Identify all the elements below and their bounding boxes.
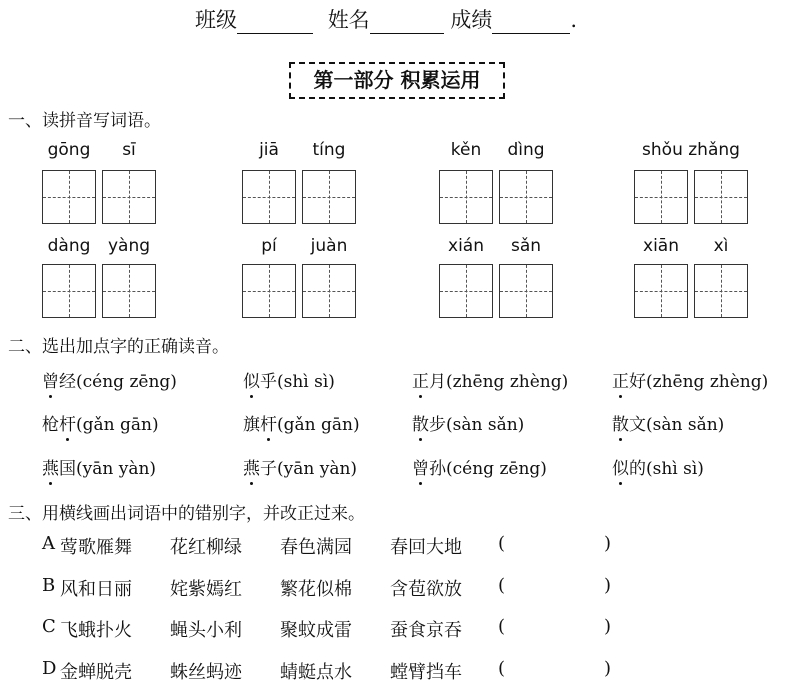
idiom[interactable]: 莺歌雁舞: [60, 537, 132, 558]
pronunciation-item[interactable]: [412, 410, 524, 435]
close-paren: ): [604, 574, 612, 596]
writing-box[interactable]: [242, 170, 296, 224]
pronunciation-item[interactable]: [412, 454, 547, 479]
pinyin-syllable: yàng: [107, 236, 151, 256]
char: 文: [629, 415, 646, 435]
dotted-char: 燕: [42, 454, 59, 479]
pinyin-options: (shì sì): [277, 372, 335, 392]
pinyin-syllable: xì: [713, 236, 729, 256]
answer-blank[interactable]: [512, 533, 600, 557]
section1-title: 一、读拼音写词语。: [8, 111, 161, 131]
writing-box[interactable]: [302, 264, 356, 318]
pinyin-syllable: xián: [448, 236, 484, 256]
pinyin-options: (céng zēng): [76, 372, 177, 392]
row-label: A: [42, 533, 55, 554]
idiom[interactable]: 金蝉脱壳: [60, 661, 132, 683]
pronunciation-item[interactable]: [612, 454, 704, 479]
writing-box[interactable]: [499, 264, 553, 318]
writing-box[interactable]: [42, 264, 96, 318]
char: 乎: [260, 372, 277, 392]
idiom[interactable]: 蝇头小利: [170, 620, 242, 641]
class-blank[interactable]: [237, 11, 313, 34]
answer-blank[interactable]: [512, 658, 600, 682]
idiom[interactable]: 聚蚊成雷: [280, 620, 352, 641]
pronunciation-item[interactable]: [243, 367, 335, 392]
pinyin-syllable: pí: [261, 236, 277, 256]
pinyin-options: (yān yàn): [76, 459, 157, 479]
open-paren: (: [498, 616, 506, 637]
writing-box[interactable]: [242, 264, 296, 318]
idiom[interactable]: 春色满园: [280, 537, 352, 558]
pronunciation-item[interactable]: [42, 367, 177, 392]
writing-box[interactable]: [42, 170, 96, 224]
writing-box[interactable]: [694, 170, 748, 224]
dotted-char: 燕: [243, 454, 260, 479]
name-label: 姓名: [327, 8, 370, 32]
row-label: C: [42, 616, 56, 637]
close-paren: ): [604, 533, 612, 554]
pinyin-options: (zhēng zhèng): [446, 372, 569, 392]
dotted-char: 曾: [42, 367, 59, 392]
pronunciation-item[interactable]: [612, 410, 724, 435]
pronunciation-item[interactable]: [412, 367, 568, 392]
pinyin-syllable: tíng: [312, 140, 346, 160]
idiom[interactable]: 姹紫嫣红: [170, 578, 242, 600]
pinyin-syllable: juàn: [310, 236, 348, 256]
row-label: B: [42, 574, 56, 596]
row-label: D: [42, 657, 57, 679]
idiom[interactable]: 含苞欲放: [390, 578, 462, 600]
writing-box[interactable]: [102, 170, 156, 224]
end-dot: .: [570, 8, 578, 32]
idiom[interactable]: 螳臂挡车: [390, 661, 462, 683]
char: 国: [59, 459, 76, 479]
pinyin-options: (céng zēng): [446, 459, 547, 479]
writing-box[interactable]: [102, 264, 156, 318]
section3-title: 三、用横线画出词语中的错别字，并改正过来。: [8, 504, 365, 524]
writing-box[interactable]: [634, 264, 688, 318]
pinyin-syllable: dàng: [47, 236, 91, 256]
answer-blank[interactable]: [512, 616, 600, 640]
open-paren: (: [498, 574, 506, 596]
pinyin-options: (gǎn gān): [76, 415, 159, 435]
pronunciation-item[interactable]: [243, 410, 360, 435]
dotted-char: 似: [243, 367, 260, 392]
pronunciation-item[interactable]: [42, 454, 156, 479]
idiom[interactable]: 蚕食京吞: [390, 620, 462, 641]
pinyin-options: (sàn sǎn): [446, 415, 525, 435]
char: 枪: [42, 415, 59, 435]
name-blank[interactable]: [370, 11, 444, 34]
section2-title: 二、选出加点字的正确读音。: [8, 337, 229, 357]
writing-box[interactable]: [302, 170, 356, 224]
writing-box[interactable]: [439, 264, 493, 318]
dotted-char: 杆: [59, 410, 76, 435]
char: 步: [429, 415, 446, 435]
score-blank[interactable]: [492, 11, 570, 34]
pinyin-syllable: sī: [122, 140, 136, 160]
pinyin-options: (sàn sǎn): [646, 415, 725, 435]
pronunciation-item[interactable]: [243, 454, 357, 479]
pronunciation-item[interactable]: [612, 367, 768, 392]
pinyin-syllable: kěn: [450, 140, 482, 160]
pinyin-syllable: shǒu zhǎng: [642, 140, 740, 160]
char: 子: [260, 459, 277, 479]
dotted-char: 曾: [412, 454, 429, 479]
dotted-char: 似: [612, 454, 629, 479]
char: 经: [59, 372, 76, 392]
pinyin-syllable: jiā: [259, 140, 279, 160]
header-line: [195, 4, 577, 34]
writing-box[interactable]: [634, 170, 688, 224]
pinyin-options: (yān yàn): [277, 459, 358, 479]
pinyin-options: (zhēng zhèng): [646, 372, 769, 392]
open-paren: (: [498, 533, 506, 554]
pinyin-syllable: xiān: [643, 236, 679, 256]
open-paren: (: [498, 657, 506, 679]
class-label: 班级: [195, 8, 237, 32]
char: 旗: [243, 415, 260, 435]
dotted-char: 散: [612, 410, 629, 435]
idiom[interactable]: 花红柳绿: [170, 537, 242, 558]
writing-box[interactable]: [499, 170, 553, 224]
char: 月: [429, 372, 446, 392]
dotted-char: 杆: [260, 410, 277, 435]
dotted-char: 正: [412, 367, 429, 392]
char: 孙: [429, 459, 446, 479]
idiom[interactable]: 风和日丽: [60, 578, 132, 600]
score-label: 成绩: [450, 8, 493, 32]
close-paren: ): [604, 657, 612, 679]
pinyin-syllable: gōng: [47, 140, 91, 160]
writing-box[interactable]: [694, 264, 748, 318]
pronunciation-item[interactable]: [42, 410, 159, 435]
idiom[interactable]: 飞蛾扑火: [60, 620, 132, 641]
pinyin-options: (gǎn gān): [277, 415, 360, 435]
idiom[interactable]: 蛛丝蚂迹: [170, 661, 242, 683]
dotted-char: 散: [412, 410, 429, 435]
dotted-char: 正: [612, 367, 629, 392]
writing-box[interactable]: [439, 170, 493, 224]
char: 好: [629, 372, 646, 392]
answer-blank[interactable]: [512, 575, 600, 599]
pinyin-syllable: sǎn: [510, 236, 542, 256]
pinyin-syllable: dìng: [507, 140, 545, 160]
pinyin-options: (shì sì): [646, 459, 704, 479]
part-title: 第一部分 积累运用: [289, 62, 505, 99]
close-paren: ): [604, 616, 612, 637]
idiom[interactable]: 蜻蜓点水: [280, 661, 352, 683]
char: 的: [629, 459, 646, 479]
idiom[interactable]: 春回大地: [390, 537, 462, 558]
idiom[interactable]: 繁花似棉: [280, 578, 352, 600]
